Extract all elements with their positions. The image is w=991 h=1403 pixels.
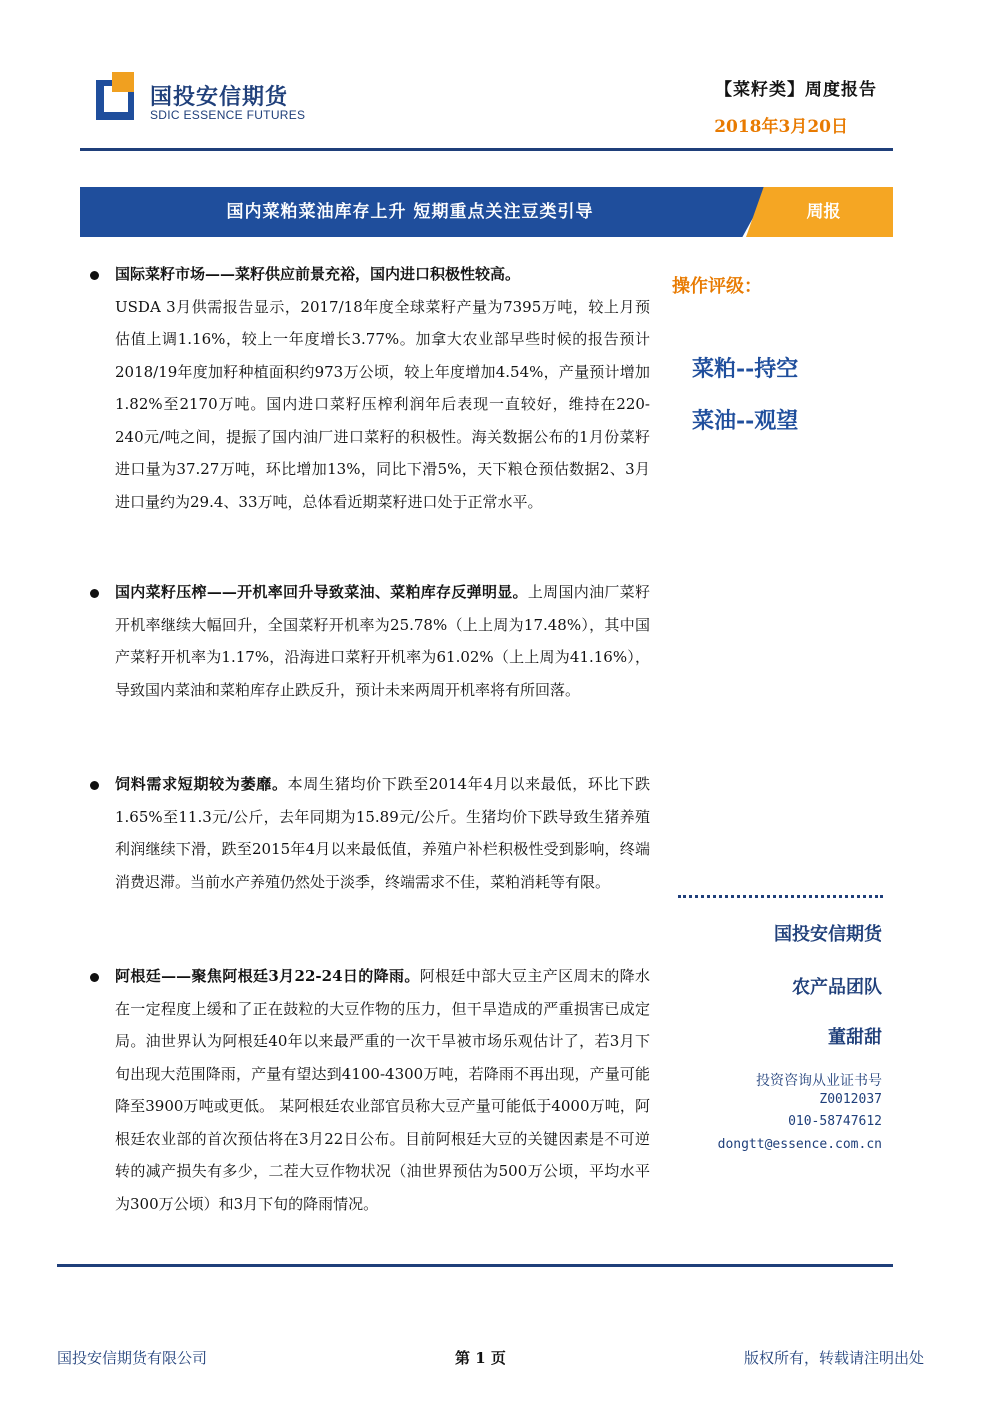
- rating-rapeseed-oil: 菜油--观望: [692, 408, 799, 434]
- section-body: [115, 258, 650, 518]
- contact-phone: 010-58747612: [788, 1114, 882, 1129]
- bullet-icon: [90, 973, 99, 982]
- section-body: [115, 576, 650, 706]
- section-lead: 饲料需求短期较为萎靡。: [115, 775, 288, 793]
- analyst-name: 董甜甜: [828, 1027, 882, 1048]
- company-logo-icon: [96, 72, 140, 120]
- section-lead: 国际菜籽市场——菜籽供应前景充裕，国内进口积极性较高。: [115, 265, 521, 283]
- contact-team: 农产品团队: [792, 977, 882, 998]
- cert-label: 投资咨询从业证书号: [756, 1073, 882, 1089]
- brand-name-en: SDIC ESSENCE FUTURES: [150, 108, 306, 122]
- contact-org: 国投安信期货: [774, 924, 882, 945]
- report-title: 国内菜粕菜油库存上升 短期重点关注豆类引导: [226, 202, 594, 222]
- cert-number: Z0012037: [819, 1092, 882, 1107]
- section-text: 上周国内油厂菜籽开机率继续大幅回升，全国菜籽开机率为25.78%（上上周为17.48%），其中国产菜籽开机率为1.17%，沿海进口菜籽开机率为61.02%（上上周为41.16%），导致国内菜油和菜粕库存止跌反升，预计未来两周开机率将有所回落。: [115, 583, 650, 699]
- section-body: [115, 960, 650, 1220]
- section-lead: 国内菜籽压榨——开机率回升导致菜油、菜粕库存反弹明显。: [115, 583, 528, 601]
- rating-rapeseed-meal: 菜粕--持空: [692, 356, 799, 382]
- report-date: 2018年3月20日: [714, 117, 848, 137]
- section-text: USDA 3月供需报告显示，2017/18年度全球菜籽产量为7395万吨，较上月预估值上调1.16%，较上一年度增长3.77%。加拿大农业部早些时候的报告预计2018/19年度加籽种植面积约973万公顷，较上年度增加4.54%，产量预计增加1.82%至2170万吨。国内进口菜籽压榨利润年后表现一直较好，维持在220-240元/吨之间，提振了国内油厂进口菜籽的积极性。海关数据公布的1月份菜籽进口量为37.27万吨，环比增加13%，同比下滑5%，天下粮仓预估数据2、3月进口量约为29.4、33万吨，总体看近期菜籽进口处于正常水平。: [115, 297, 650, 511]
- footer-copyright: 版权所有，转载请注明出处: [743, 1349, 924, 1367]
- section-argentina: [90, 960, 650, 1220]
- footer-company: 国投安信期货有限公司: [57, 1349, 208, 1367]
- section-text: 本周生猪均价下跌至2014年4月以来最低，环比下跌1.65%至11.3元/公斤，去年同期为15.89元/公斤。生猪均价下跌导致生猪养殖利润继续下滑，跌至2015年4月以来最低值，养殖户补栏积极性受到影响，终端消费迟滞。当前水产养殖仍然处于淡季，终端需求不佳，菜粕消耗等有限。: [115, 775, 650, 891]
- bullet-icon: [90, 271, 99, 280]
- section-text: 阿根廷中部大豆主产区周末的降水在一定程度上缓和了正在鼓粒的大豆作物的压力，但干旱造成的严重损害已成定局。油世界认为阿根廷40年以来最严重的一次干旱被市场乐观估计了，若3月下旬出现大范围降雨，产量有望达到4100-4300万吨，若降雨不再出现，产量可能降至3900万吨或更低。 某阿根廷农业部官员称大豆产量可能低于4000万吨，阿根廷农业部的首次预估将在3月22日公布。目前阿根廷大豆的关键因素是不可逆转的减产损失有多少，二茬大豆作物状况（油世界预估为500万公顷，平均水平为300万公顷）和3月下旬的降雨情况。: [115, 967, 650, 1213]
- contact-email[interactable]: dongtt@essence.com.cn: [717, 1137, 882, 1152]
- contact-divider: [678, 895, 883, 898]
- report-tag: 周报: [806, 202, 841, 222]
- page-number: 第 1 页: [455, 1349, 506, 1367]
- brand-name-cn: 国投安信期货: [150, 85, 289, 110]
- section-feed-demand: [90, 768, 650, 898]
- bullet-icon: [90, 781, 99, 790]
- section-lead: 阿根廷——聚焦阿根廷3月22-24日的降雨。: [115, 967, 420, 985]
- report-type: 【菜籽类】周度报告: [715, 80, 877, 100]
- header-divider: [80, 148, 893, 151]
- bullet-icon: [90, 589, 99, 598]
- footer-divider: [57, 1264, 893, 1267]
- rating-label: 操作评级：: [672, 276, 762, 297]
- section-domestic-crush: [90, 576, 650, 706]
- section-body: [115, 768, 650, 898]
- section-intl-rapeseed: [90, 258, 650, 518]
